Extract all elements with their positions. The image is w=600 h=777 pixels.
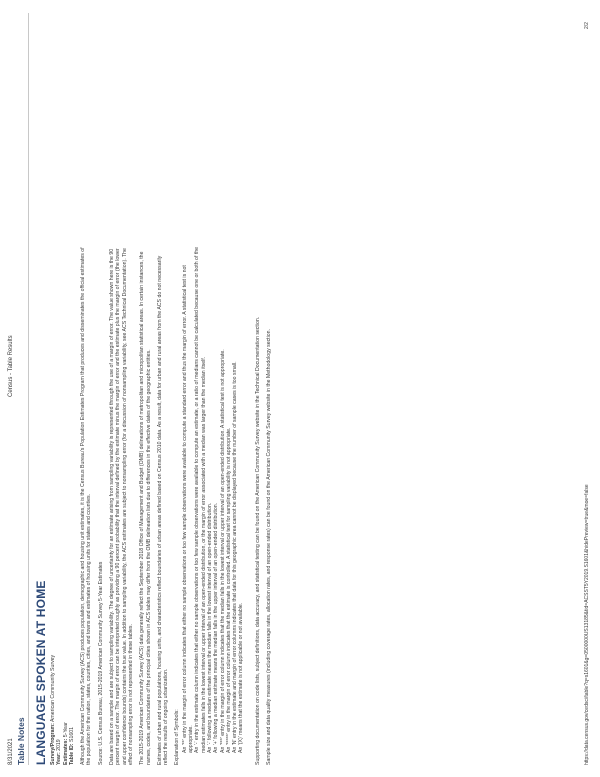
- paragraph-urban-rural: Estimates of urban and rural populations, housing units, and characteristics reflect boundaries of urban areas defined based on Census 2010 data. As a result, data for urban and rural areas from the ACS do not necessarily reflect the results of ongoing urbanization.: [156, 255, 170, 765]
- paragraph-source: Source: U.S. Census Bureau, 2015-2019 American Community Survey 5-Year Estimates: [97, 561, 104, 765]
- paragraph-quality-measures: Sample size and data quality measures (including coverage rates, allocation rates, and response rates) can be found on the American Community Survey website in the Methodology section.: [266, 329, 273, 765]
- paragraph-sampling: Data are based on a sample and are subject to sampling variability. The degree of uncertainty for an estimate arising from sampling variability is represented through the use of a margin of error. The value shown here is the 90 percent margin of error. The margin of error can be interpreted roughly as providing a 90 percent probability that the interval defined by the estimate minus the margin of error and the estimate plus the margin of error (the lower and upper confidence bounds) contains the true value. In addition to sampling variability, the ACS estimates are subject to nonsampling error (for a discussion of nonsampling variability, see ACS Technical Documentation). The effect of nonsampling error is not represented in these tables.: [109, 248, 134, 765]
- meta-label: Survey/Program:: [50, 723, 56, 765]
- list-item: An '+' following a median estimate means the median falls in the upper interval of an open-ended distribution.: [213, 502, 220, 753]
- list-item: An '*****' entry in the margin of error column indicates that the estimate is controlled. A statistical test for sampling variability is not appropriate.: [225, 427, 232, 753]
- list-item: An 'N' entry in the estimate and margin of error columns indicates that data for this geographic area cannot be displayed because the number of sample cases is too small.: [232, 361, 239, 753]
- print-date: 8/31/2021: [8, 738, 14, 765]
- meta-value: 5-Year: [62, 722, 69, 738]
- page-number: 2/2: [584, 22, 590, 29]
- print-header-title: Census - Table Results: [8, 335, 14, 397]
- paragraph-official-estimates: Although the American Community Survey (ACS) produces population, demographic and housing unit estimates, it is the Census Bureau's Population Estimates Program that produces and disseminates the official estimates of the population for the nation, states, counties, cities, and towns and estimates of housing units for states and counties.: [80, 247, 93, 765]
- meta-value: S1601: [68, 727, 75, 743]
- meta-value: American Community Survey: [50, 654, 56, 723]
- section-title: Table Notes: [16, 717, 26, 765]
- meta-block: [50, 245, 75, 765]
- list-item: An '***' entry in the margin of error column indicates that the median falls in the lowest interval or upper interval of an open-ended distribution. A statistical test is not appropriate.: [219, 349, 226, 753]
- meta-label: Estimates:: [62, 738, 69, 765]
- document-title: LANGUAGE SPOKEN AT HOME: [34, 580, 48, 765]
- meta-label: Year:: [56, 752, 63, 765]
- symbols-heading: Explanation of Symbols:: [174, 709, 181, 765]
- list-item: An '(X)' means that the estimate is not applicable or not available.: [238, 602, 245, 753]
- meta-value: 2019: [56, 739, 63, 751]
- list-item: An '-' entry in the estimate column indicates that either no sample observations or too few sample observations were available to compute an estimate, or a ratio of medians cannot be calculated because one or both of the median estimates falls in the lowest interval or upper interval of an open-ended distribution, or the margin of error associated with a median was larger than the median itself.: [194, 246, 207, 753]
- meta-label: Table ID:: [68, 743, 75, 765]
- header-divider: [28, 13, 29, 765]
- footer-url: https://data.census.gov/cedsci/table?q=s1601&g=0500000US13185&tid=ACSST5Y2019.S1601&hidePreview=true&moe=false: [584, 484, 590, 765]
- paragraph-documentation: Supporting documentation on code lists, subject definitions, data accuracy, and statistical testing can be found on the American Community Survey website in the Technical Documentation section.: [254, 316, 261, 765]
- list-item: An '-' following a median estimate means the median falls in the lowest interval of an open-ended distribution.: [206, 502, 213, 753]
- symbols-list: [182, 245, 245, 765]
- list-item: An '**' entry in the margin of error column indicates that either no sample observations or too few sample observations were available to compute a standard error and thus the margin of error. A statistical test is not appropriate.: [181, 265, 195, 753]
- notes-content: [34, 245, 277, 765]
- paragraph-omb: The 2015-2019 American Community Survey (ACS) data generally reflect the September 2018 Office of Management and Budget (OMB) delineations of metropolitan and micropolitan statistical areas. In certain instances, the names, codes, and boundaries of the principal cities shown in ACS tables may differ from the OMB delineation lists due to differences in the effective dates of the geographic entities.: [139, 251, 152, 765]
